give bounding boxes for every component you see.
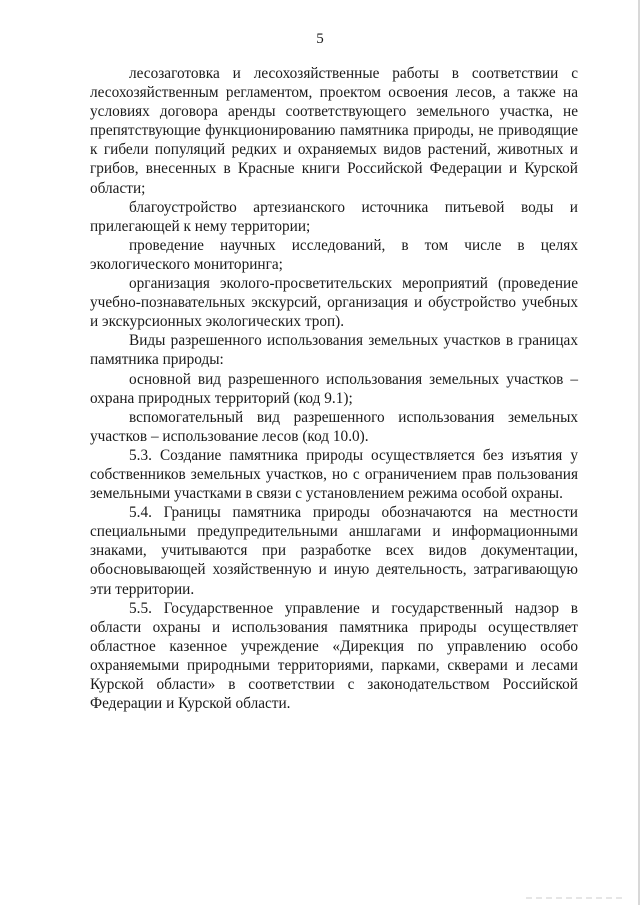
paragraph-artesian-source: благоустройство артезианского источника питьевой воды и прилегающей к нему территории; [90, 198, 578, 235]
paragraph-research: проведение научных исследований, в том числе в целях экологического мониторинга; [90, 236, 578, 273]
paragraph-logging: лесозаготовка и лесохозяйственные работы в соответствии с лесохозяйственным регламентом, проектом освоения лесов, а также на условиях договора аренды соответствующего земельного участка, не препятствующие функционированию памятника природы, не приводящие к гибели популяций редких и охраняемых видов растений, животных и грибов, внесенных в Красные книги Российской Федерации и Курской области; [90, 65, 578, 197]
paragraph-5-4: 5.4. Границы памятника природы обозначаются на местности специальными предупредительными аншлагами и информационными знаками, учитываются при разработке всех видов документации, обосновывающей хозяйственную и иную деятельность, затрагивающую эти территории. [90, 504, 578, 598]
paragraph-eco-education: организация эколого-просветительских мероприятий (проведение учебно-познавательных экскурсий, организация и обустройство учебных и экскурсионных экологических троп). [90, 275, 578, 331]
paragraph-5-5: 5.5. Государственное управление и государственный надзор в области охраны и использования памятника природы осуществляет областное казенное учреждение «Дирекция по управлению особо охраняемыми природными территориями, парками, скверами и лесами Курской области» в соответствии с законодательством Российской Федерации и Курской области. [90, 599, 578, 713]
paragraph-5-3: 5.3. Создание памятника природы осуществляется без изъятия у собственников земельных участков, но с ограничением прав пользования земельными участками в связи с установлением режима особой охраны. [90, 446, 578, 503]
page-number: 5 [316, 31, 324, 47]
scan-artifact [526, 897, 622, 899]
document-body [90, 64, 578, 713]
paragraph-main-land-use: основной вид разрешенного использования земельных участков – охрана природных территорий (код 9.1); [90, 370, 578, 407]
paragraph-land-use-types: Виды разрешенного использования земельных участков в границах памятника природы: [90, 332, 578, 369]
paragraph-auxiliary-land-use: вспомогательный вид разрешенного использования земельных участков – использование лесов (код 10.0). [90, 408, 578, 445]
